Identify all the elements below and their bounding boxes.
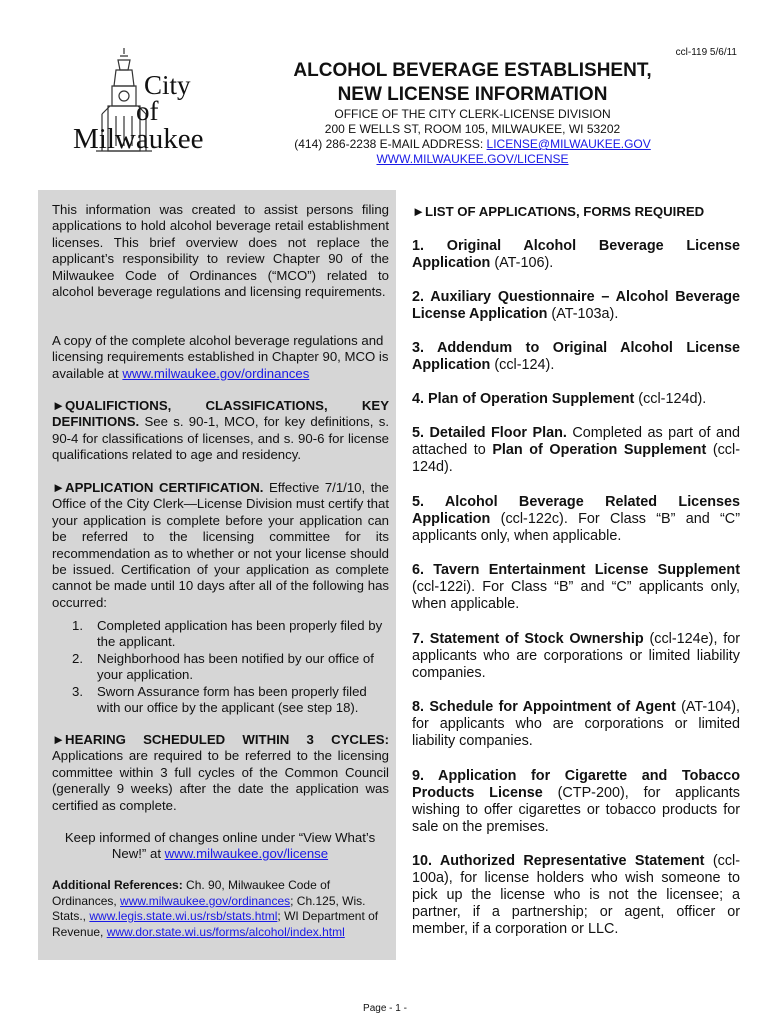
page-number: Page - 1 - [363, 1003, 407, 1014]
title-line-1: ALCOHOL BEVERAGE ESTABLISHENT, [293, 60, 652, 81]
intro-paragraph: This information was created to assist persons filing applications to hold alcohol beverage retail establishment licenses. This brief overview does not replace the applicant’s responsibility to review Chapter 90 of the Milwaukee Code of Ordinances (“MCO”) related to alcohol beverage regulations and licensing requirements. [52, 202, 389, 300]
forms-heading: ►LIST OF APPLICATIONS, FORMS REQUIRED [412, 204, 705, 219]
hearing-heading: ►HEARING SCHEDULED WITHIN 3 CYCLES: [52, 732, 389, 747]
cert-list-item: 2. Neighborhood has been notified by our office of your application. [72, 651, 374, 683]
document-id: ccl-119 5/6/11 [675, 47, 737, 58]
cert-list-item: 3. Sworn Assurance form has been properly filed with our office by the applicant (see step 18). [72, 684, 367, 716]
logo-text-of: of [136, 96, 159, 126]
references-paragraph: Additional References: Ch. 90, Milwaukee Code of Ordinances, www.milwaukee.gov/ordinances; Ch.125, Wis. Stats., www.legis.state.wi.us/rsb/stats.html; WI Department of Revenue, www.dor.state.wi.us/forms/alcohol/index.html [52, 878, 379, 939]
office-address: 200 E WELLS ST, ROOM 105, MILWAUKEE, WI 53202 [324, 122, 621, 136]
phone-text: (414) 286-2238 E-MAIL ADDRESS: [294, 137, 487, 151]
ordinances-ref-link[interactable]: www.milwaukee.gov/ordinances [120, 893, 291, 908]
form-item: 3. Addendum to Original Alcohol License Application (ccl-124). [412, 340, 740, 373]
logo-text-milwaukee: Milwaukee [73, 123, 204, 155]
qualifications-paragraph: ►QUALIFICTIONS, CLASSIFICATIONS, KEY DEFINITIONS. See s. 90-1, MCO, for key definitions, s. 90-4 for classifications of licenses, and s. 90-6 for license qualifications related to age and residency. [52, 398, 389, 463]
form-item: 9. Application for Cigarette and Tobacco Products License (CTP-200), for applicants wishing to offer cigarettes or tobacco products for sale on the premises. [412, 768, 740, 835]
logo-text-city: City [144, 70, 191, 100]
ordinances-link[interactable]: www.milwaukee.gov/ordinances [122, 365, 310, 381]
form-item: 5. Detailed Floor Plan. Completed as part of and attached to Plan of Operation Supplement (ccl-124d). [412, 425, 740, 475]
keep-informed-paragraph: Keep informed of changes online under “View What’s New!” at www.milwaukee.gov/license [64, 830, 376, 862]
form-item: 1. Original Alcohol Beverage License Application (AT-106). [412, 238, 740, 271]
dor-link[interactable]: www.dor.state.wi.us/forms/alcohol/index.html [106, 924, 345, 939]
certification-paragraph: ►APPLICATION CERTIFICATION. Effective 7/1/10, the Office of the City Clerk—License Division must certify that your application is complete before your application can be referred to the licensing committee for its recommendation as to whether or not your license should be issued. Certification of your application as complete cannot be made until 10 days after all of the following has occurred: [52, 480, 389, 610]
references-label: Additional References: [52, 878, 183, 892]
office-name: OFFICE OF THE CITY CLERK-LICENSE DIVISION [334, 107, 611, 121]
office-contact [255, 137, 690, 152]
form-item: 4. Plan of Operation Supplement (ccl-124d). [412, 391, 707, 407]
qualifications-heading: ►QUALIFICTIONS, CLASSIFICATIONS, KEY DEFINITIONS. [52, 398, 389, 430]
certification-heading: ►APPLICATION CERTIFICATION. [52, 480, 264, 495]
form-item: 5. Alcohol Beverage Related Licenses Application (ccl-122c). For Class “B” and “C” applicants only, when applicable. [412, 494, 740, 544]
form-item: 7. Statement of Stock Ownership (ccl-124e), for applicants who are corporations or limited liability companies. [412, 631, 740, 681]
hearing-paragraph: ►HEARING SCHEDULED WITHIN 3 CYCLES: Applications are required to be referred to the licensing committee within 3 full cycles of the Common Council (generally 9 weeks) after the date the application was certified as complete. [52, 732, 389, 813]
form-item: 10. Authorized Representative Statement (ccl-100a), for license holders who wish someone to pick up the license who is not the licensee; a partner, if a partnership; or agent, officer or member, if a corporation or LLC. [412, 853, 741, 937]
website-link[interactable]: WWW.MILWAUKEE.GOV/LICENSE [376, 152, 569, 166]
cert-list-item: 1. Completed application has been properly filed by the applicant. [72, 618, 383, 650]
form-item: 2. Auxiliary Questionnaire – Alcohol Beverage License Application (AT-103a). [412, 289, 740, 322]
title-line-2: NEW LICENSE INFORMATION [337, 84, 608, 105]
copy-paragraph: A copy of the complete alcohol beverage regulations and licensing requirements established in Chapter 90, MCO is available at www.milwaukee.gov/ordinances [52, 333, 389, 381]
email-link[interactable]: LICENSE@MILWAUKEE.GOV [486, 137, 651, 151]
stats-link[interactable]: www.legis.state.wi.us/rsb/stats.html [89, 909, 278, 923]
form-item: 6. Tavern Entertainment License Supplement (ccl-122i). For Class “B” and “C” applicants only, when applicable. [412, 562, 740, 612]
website-line [255, 152, 690, 167]
license-link[interactable]: www.milwaukee.gov/license [164, 846, 329, 862]
form-item: 8. Schedule for Appointment of Agent (AT-104), for applicants who are corporations or limited liability companies. [412, 699, 740, 749]
